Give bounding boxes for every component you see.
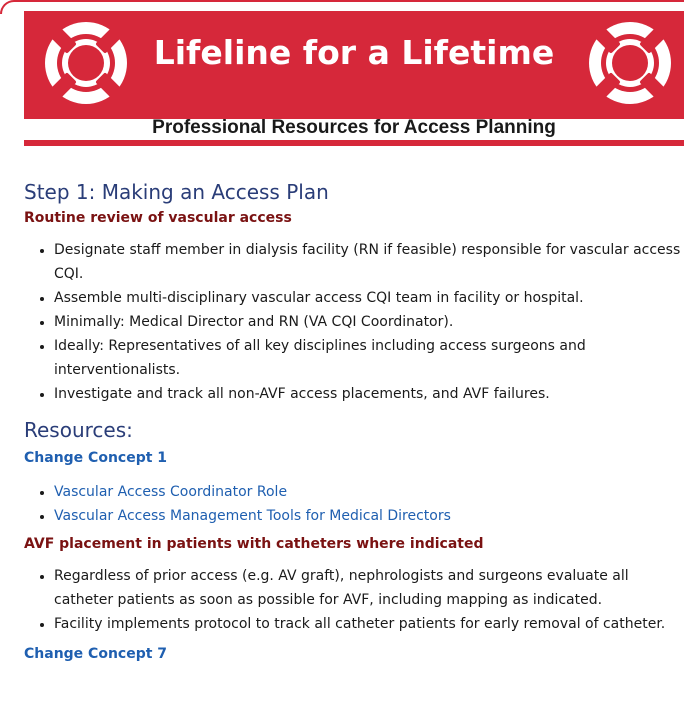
- avf-placement-list: [24, 564, 684, 636]
- link-vascular-access-coordinator-role[interactable]: Vascular Access Coordinator Role: [54, 484, 288, 500]
- list-item: [54, 480, 684, 504]
- routine-review-list: [24, 238, 684, 406]
- section-heading-routine-review: Routine review of vascular access: [24, 210, 292, 226]
- header-banner: [24, 11, 684, 119]
- link-vascular-access-management-tools[interactable]: Vascular Access Management Tools for Medical Directors: [54, 508, 451, 524]
- section-heading-avf-placement: AVF placement in patients with catheters where indicated: [24, 536, 484, 552]
- change-concept-1-heading: Change Concept 1: [24, 450, 168, 466]
- resources-heading: Resources:: [24, 418, 133, 442]
- list-item: • Investigate and track all non-AVF access placements, and AVF failures.: [54, 382, 684, 406]
- list-item: [54, 504, 684, 528]
- life-ring-icon: [584, 17, 676, 109]
- change-concept-7-heading: Change Concept 7: [24, 646, 168, 662]
- list-item: • Facility implements protocol to track all catheter patients for early removal of catheter.: [54, 612, 684, 636]
- banner-underline: [24, 140, 684, 146]
- list-item: • Assemble multi-disciplinary vascular access CQI team in facility or hospital.: [54, 286, 684, 310]
- main-content: [24, 180, 684, 662]
- banner-title: Lifeline for a Lifetime: [153, 33, 555, 72]
- list-item: • Minimally: Medical Director and RN (VA CQI Coordinator).: [54, 310, 684, 334]
- step-heading: Step 1: Making an Access Plan: [24, 180, 329, 204]
- list-item: • Regardless of prior access (e.g. AV graft), nephrologists and surgeons evaluate all catheter patients as soon as possible for AVF, including mapping as indicated.: [54, 564, 684, 612]
- list-item: • Designate staff member in dialysis facility (RN if feasible) responsible for vascular access CQI.: [54, 238, 684, 286]
- list-item: • Ideally: Representatives of all key disciplines including access surgeons and interventionalists.: [54, 334, 684, 382]
- banner-subtitle: Professional Resources for Access Planning: [152, 117, 556, 138]
- resource-links-list: [24, 480, 684, 528]
